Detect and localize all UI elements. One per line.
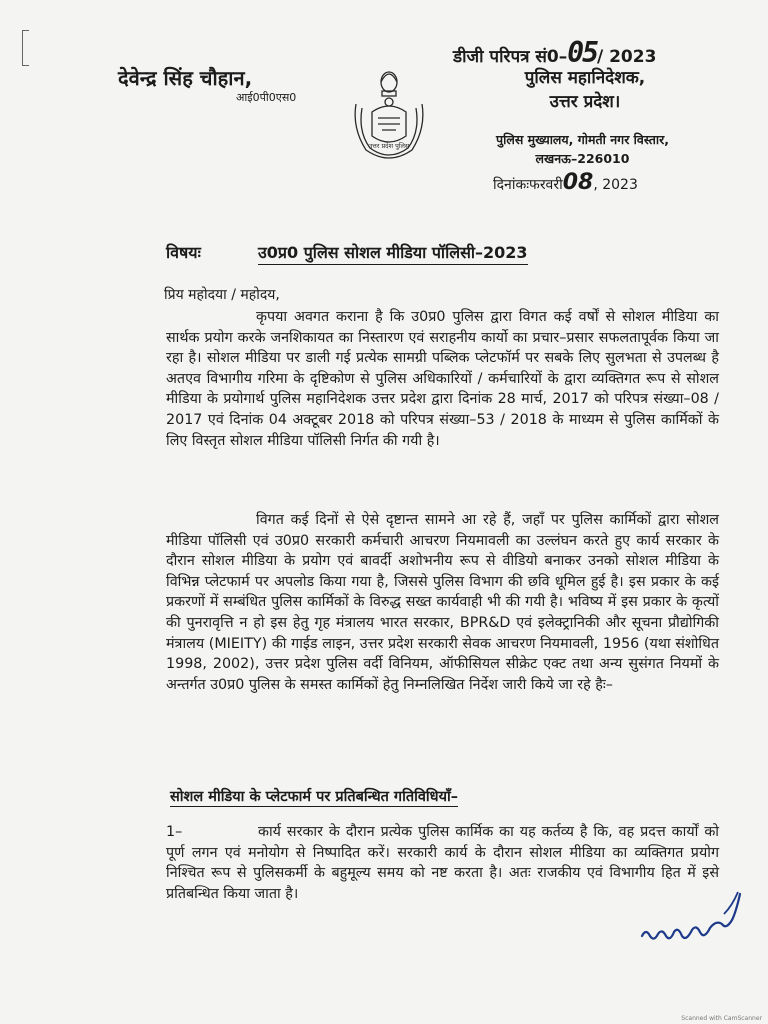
paragraph-2 <box>166 510 719 695</box>
designation-line-2: उत्तर प्रदेश। <box>549 92 621 112</box>
circular-prefix: डीजी परिपत्र सं0– <box>453 47 568 67</box>
sender-name: देवेन्द्र सिंह चौहान, <box>118 66 253 90</box>
circular-number: 05 <box>567 36 597 69</box>
sender-service: आई0पी0एस0 <box>236 91 297 104</box>
list-item-text: कार्य सरकार के दौरान प्रत्येक पुलिस कार्मिक का यह कर्तव्य है कि, वह प्रदत्त कार्यों को पूर्ण लगन एवं मनोयोग से निष्पादित करें। सरकारी कार्य के दौरान सोशल मीडिया का व्यक्तिगत प्रयोग निश्चित रूप से पुलिसकर्मी के बहुमूल्य समय को नष्ट करता है। अतः राजकीय एवं विभागीय हित में इसे प्रतिबन्धित किया जाता है। <box>166 824 719 902</box>
scanner-watermark: Scanned with CamScanner <box>681 1015 762 1022</box>
issue-date <box>493 170 638 195</box>
margin-bracket <box>22 30 29 66</box>
up-police-emblem-icon <box>348 62 430 166</box>
circular-reference <box>453 36 656 69</box>
address-line-2: लखनऊ–226010 <box>535 151 630 166</box>
section-heading: सोशल मीडिया के प्लेटफार्म पर प्रतिबन्धित गतिविधियाँ– <box>170 786 458 807</box>
emblem-text: उत्तर प्रदेश पुलिस <box>368 142 410 150</box>
date-year: , 2023 <box>593 177 638 193</box>
designation-line-1: पुलिस महानिदेशक, <box>524 68 646 88</box>
circular-year: / 2023 <box>596 47 657 67</box>
office-address <box>470 130 695 168</box>
salutation: प्रिय महोदया / महोदय, <box>164 287 280 303</box>
subject-title: उ0प्र0 पुलिस सोशल मीडिया पॉलिसी–2023 <box>258 241 528 265</box>
date-prefix: दिनांकःफरवरी <box>493 177 563 193</box>
paragraph-1 <box>166 307 719 451</box>
paragraph-2-text: विगत कई दिनों से ऐसे दृष्टान्त सामने आ रहे हैं, जहाँ पर पुलिस कार्मिकों द्वारा सोशल मीडिया पॉलिसी एवं उ0प्र0 सरकारी कर्मचारी आचरण नियमावली का उल्लंघन करते हुए कार्य सरकार के दौरान सोशल मीडिया के प्रयोग एवं बावर्दी अशोभनीय रूप से वीडियो बनाकर उनको सोशल मीडिया के विभिन्न प्लेटफार्म पर अपलोड किया गया है, जिससे पुलिस विभाग की छवि धूमिल हुई है। इस प्रकार के कई प्रकरणों में सम्बंधित पुलिस कार्मिकों के विरुद्ध सख्त कार्यवाही भी की गयी है। भविष्य में इस प्रकार के कृत्यों की पुनरावृत्ति न हो इस हेतु गृह मंत्रालय भारत सरकार, BPR&D एवं इलेक्ट्रानिकी और सूचना प्रौद्योगिकी मंत्रालय (MIEITY) की गाईड लाइन, उत्तर प्रदेश सरकारी सेवक आचरण नियमावली, 1956 (यथा संशोधित 1998, 2002), उत्तर प्रदेश पुलिस वर्दी विनियम, ऑफीसियल सीक्रेट एक्ट तथा अन्य सुसंगत नियमों के अन्तर्गत उ0प्र0 पुलिस के समस्त कार्मिकों हेतु निम्नलिखित निर्देश जारी किये जा रहे हैः– <box>166 512 719 693</box>
list-item-number: 1– <box>166 824 183 840</box>
date-day: 08 <box>562 170 594 195</box>
address-line-1: पुलिस मुख्यालय, गोमती नगर विस्तार, <box>496 132 669 147</box>
signature-image <box>636 884 746 950</box>
subject-label: विषयः <box>166 243 201 262</box>
paragraph-1-text: कृपया अवगत कराना है कि उ0प्र0 पुलिस द्वारा विगत कई वर्षों से सोशल मीडिया का सार्थक प्रयोग करके जनशिकायत का निस्तारण एवं सराहनीय कार्यो का प्रचार–प्रसार सफलतापूर्वक किया जा रहा है। सोशल मीडिया पर डाली गई प्रत्येक सामग्री पब्लिक प्लेटफॉर्म पर सबके लिए सुलभता से उपलब्ध है अतएव विभागीय गरिमा के दृष्टिकोण से पुलिस अधिकारियों / कर्मचारियों के द्वारा व्यक्तिगत रूप से सोशल मीडिया के प्रयोगार्थ पुलिस महानिदेशक उत्तर प्रदेश द्वारा दिनांक 28 मार्च, 2017 को परिपत्र संख्या–08 / 2017 एवं दिनांक 04 अक्टूबर 2018 को परिपत्र संख्या–53 / 2018 के माध्यम से पुलिस कार्मिकों के लिए विस्तृत सोशल मीडिया पॉलिसी निर्गत की गयी है। <box>166 309 719 449</box>
designation <box>505 66 665 114</box>
